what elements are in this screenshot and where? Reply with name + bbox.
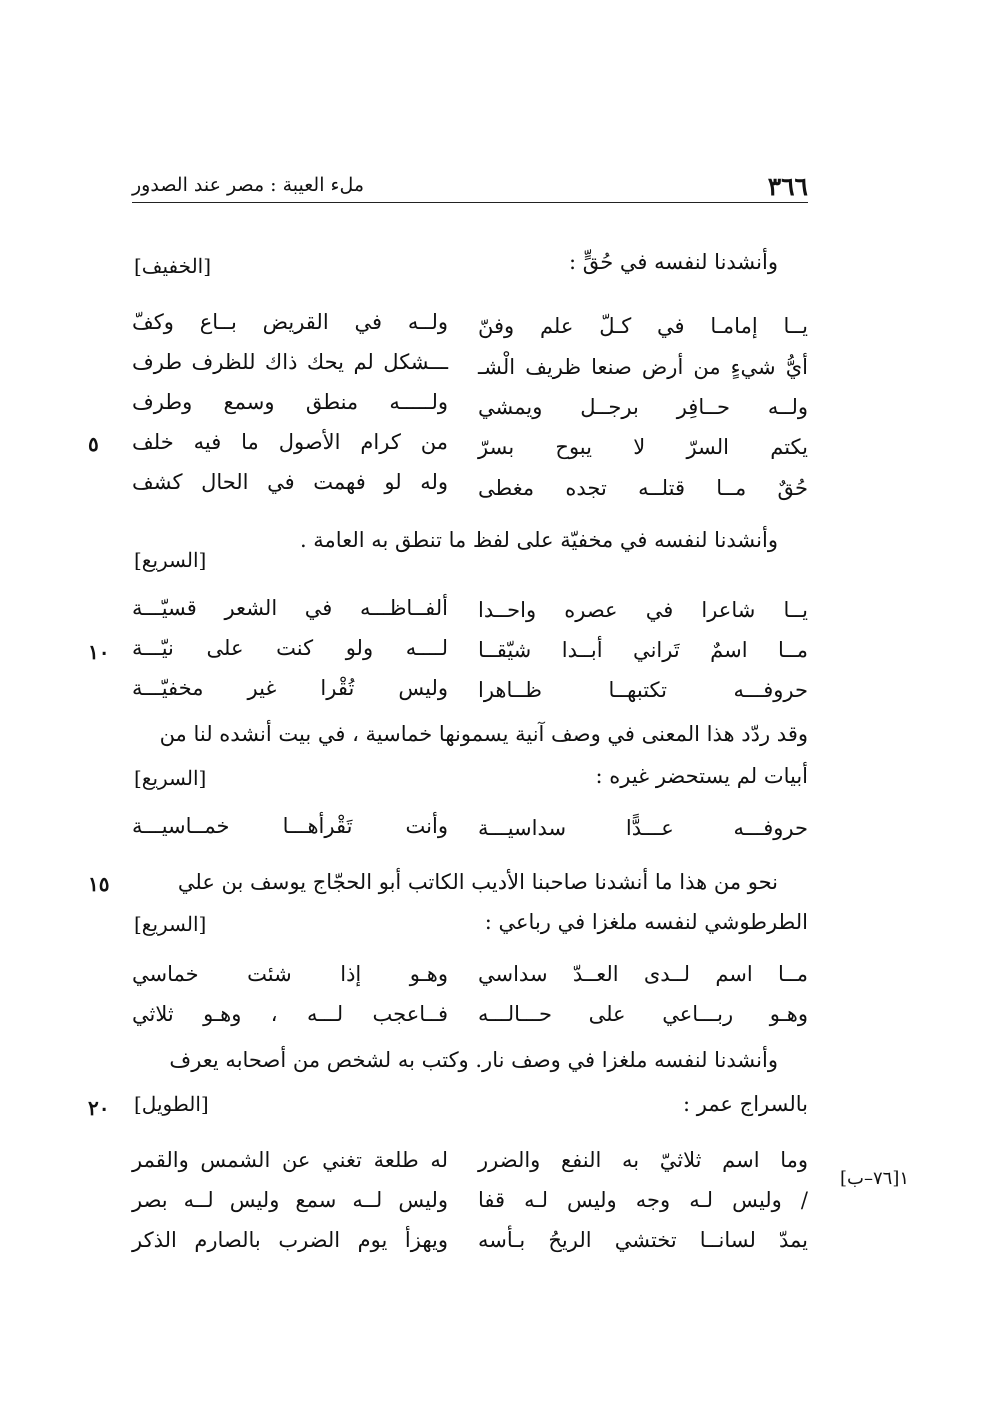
verse-hemistich: مــا اسم لــدى العــدّ سداسي bbox=[478, 962, 808, 986]
manuscript-folio-note: [٧٦–ب]١ bbox=[840, 1168, 910, 1189]
verse-hemistich: حروفـــه عـــدًّا سداسيـــة bbox=[478, 816, 808, 840]
paragraph-line: أبيات لم يستحضر غيره : bbox=[595, 764, 808, 788]
verse-hemistich: وهـو إذا شئت خماسي bbox=[132, 962, 448, 986]
verse-hemistich: له طلعة تغني عن الشمس والقمر bbox=[132, 1148, 448, 1172]
paragraph-line: نحو من هذا ما أنشدنا صاحبنا الأديب الكاتب أبو الحجّاج يوسف بن علي bbox=[177, 870, 778, 894]
verse-hemistich: ولــه في القريض بــاع وكفّ bbox=[132, 310, 448, 334]
verse-hemistich: حروفـــه تكتبهــا ظــاهرا bbox=[478, 678, 808, 702]
verse-hemistich: ولــه حــافِر برجــل ويمشي bbox=[478, 395, 808, 419]
verse-hemistich: ألفــاظـــه في الشعر قسيّـــة bbox=[132, 596, 448, 620]
verse-hemistich: ولـــــه منطق وسمع وطرف bbox=[132, 390, 448, 414]
verse-hemistich: وليس تُقْرا غير مخفيّـــة bbox=[132, 676, 448, 700]
verse-hemistich: وليس لــه سمع وليس لــه بصر bbox=[132, 1188, 448, 1212]
line-number: ٥ bbox=[88, 432, 99, 456]
verse-hemistich: مــا اسمٌ تَراني أبــدا شيّقــا bbox=[478, 638, 808, 662]
meter-label: [السريع] bbox=[134, 912, 207, 936]
verse-hemistich: حُقٌ مــا قتلــه تجده مغطى bbox=[478, 476, 808, 500]
verse-hemistich: فــاعجب لـــه ، وهـو ثلاثي bbox=[132, 1002, 448, 1026]
running-header bbox=[132, 172, 808, 203]
paragraph-line: بالسراج عمر : bbox=[682, 1092, 808, 1116]
meter-label: [الخفيف] bbox=[134, 254, 212, 278]
page-number: ٣٦٦ bbox=[767, 172, 808, 201]
meter-label: [السريع] bbox=[134, 548, 207, 572]
paragraph-line: وقد ردّد هذا المعنى في وصف آنية يسمونها خماسية ، في بيت أنشده لنا من bbox=[159, 722, 808, 746]
line-number: ٢٠ bbox=[88, 1096, 110, 1120]
verse-hemistich: يــا شاعرا في عصره واحــدا bbox=[478, 598, 808, 622]
verse-hemistich: يكتم السرّ لا يبوح بسرّ bbox=[478, 435, 808, 459]
line-number: ١٥ bbox=[88, 872, 110, 896]
verse-hemistich: ويهزأ يوم الضرب بالصارم الذكر bbox=[132, 1228, 448, 1252]
verse-hemistich: / وليس لـه وجه وليس لـه قفا bbox=[478, 1188, 808, 1212]
verse-hemistich: وهـو ربـــاعي على حـــالـــه bbox=[478, 1002, 808, 1026]
verse-hemistich: وأنت تَقْرأهـــا خمــاسيـــة bbox=[132, 814, 448, 838]
line-number: ١٠ bbox=[88, 640, 110, 664]
verse-hemistich: لــــه ولو كنت على نيّـــة bbox=[132, 636, 448, 660]
running-title: ملء العيبة : مصر عند الصدور bbox=[132, 174, 365, 196]
verse-hemistich: أيُّ شيءٍ من أرض صنعا ظريف الْشـ bbox=[478, 355, 808, 379]
meter-label: [الطويل] bbox=[134, 1092, 209, 1116]
intro-line: وأنشدنا لنفسه في حُقٍّ : bbox=[569, 250, 778, 274]
paragraph-line: وأنشدنا لنفسه ملغزا في وصف نار. وكتب به لشخص من أصحابه يعرف bbox=[169, 1048, 778, 1072]
verse-hemistich: يــا إمامـا في كـلّ علم وفنّ bbox=[478, 314, 808, 338]
intro-line: وأنشدنا لنفسه في مخفيّة على لفظ ما تنطق به العامة . bbox=[299, 528, 778, 552]
verse-hemistich: من كرام الأصول ما فيه خلف bbox=[132, 430, 448, 454]
verse-hemistich: ـــشكل لم يحك ذاك للظرف طرف bbox=[132, 350, 448, 374]
verse-hemistich: وما اسم ثلاثيّ به النفع والضرر bbox=[478, 1148, 808, 1172]
verse-hemistich: وله لو فهمت في الحال كشف bbox=[132, 470, 448, 494]
meter-label: [السريع] bbox=[134, 766, 207, 790]
verse-hemistich: يمدّ لسانــا تختشي الريحُ بـأسه bbox=[478, 1228, 808, 1252]
paragraph-line: الطرطوشي لنفسه ملغزا في رباعي : bbox=[484, 910, 808, 934]
